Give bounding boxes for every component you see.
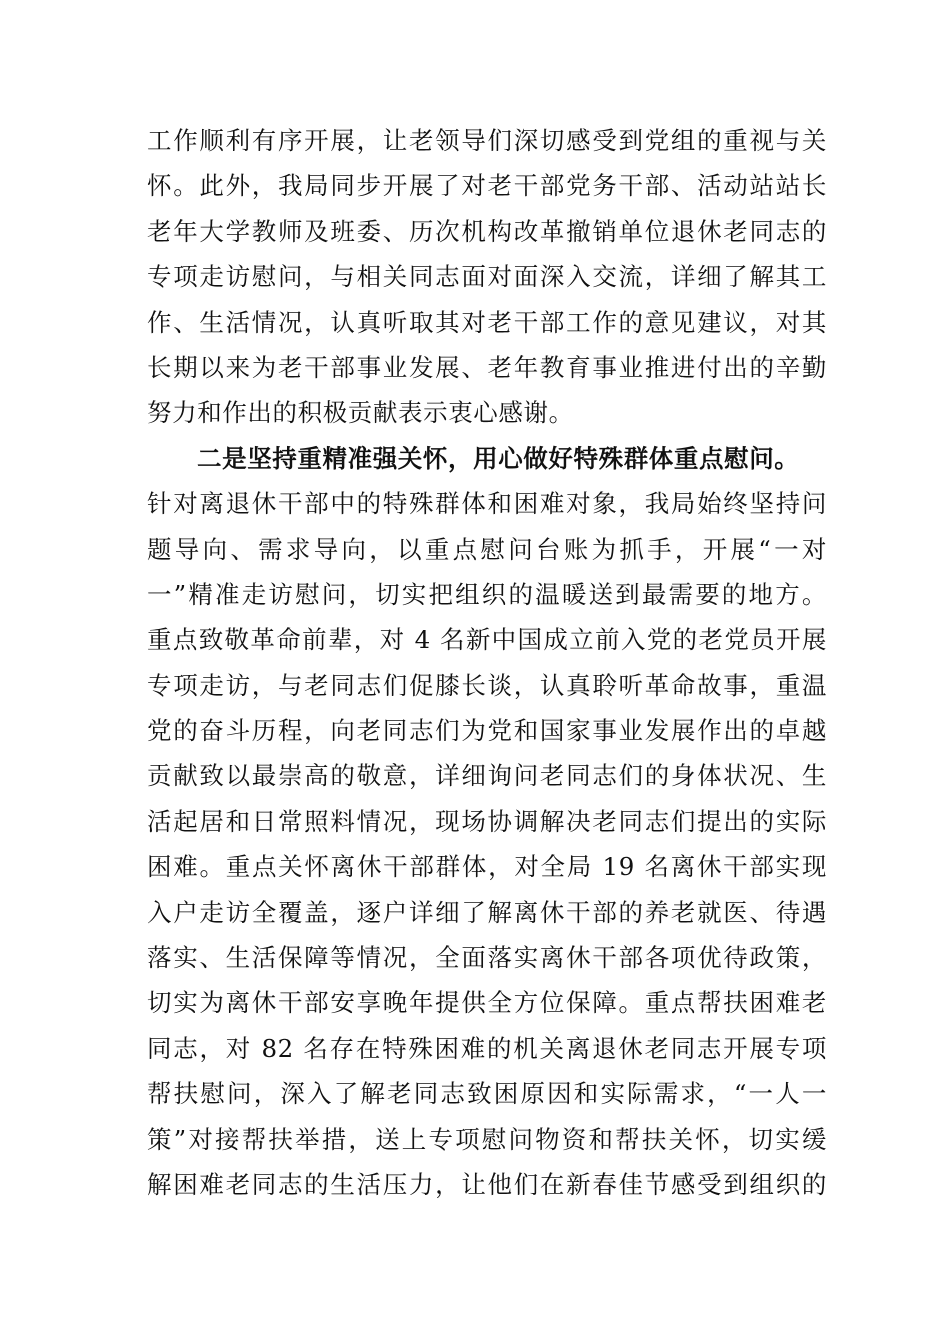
text-line: 切实为离休干部安享晚年提供全方位保障。重点帮扶困难老: [147, 988, 827, 1018]
paragraph-2: [147, 436, 827, 1208]
text-line: 工作顺利有序开展，让老领导们深切感受到党组的重视与关: [147, 126, 827, 155]
text-line: 专项走访慰问，与相关同志面对面深入交流，详细了解其工: [147, 262, 827, 292]
text-line: 作、生活情况，认真听取其对老干部工作的意见建议，对其: [147, 307, 827, 337]
text-line: 努力和作出的积极贡献表示衷心感谢。: [147, 398, 574, 428]
text-line: 针对离退休干部中的特殊群体和困难对象，我局始终坚持问: [147, 489, 827, 519]
text-line: 同志，对 82 名存在特殊困难的机关离退休老同志开展专项: [147, 1033, 827, 1063]
text-line: 长期以来为老干部事业发展、老年教育事业推进付出的辛勤: [147, 352, 827, 382]
text-line: 专项走访，与老同志们促膝长谈，认真聆听革命故事，重温: [147, 670, 827, 700]
section-heading: 二是坚持重精准强关怀，用心做好特殊群体重点慰问。: [197, 443, 800, 473]
text-line: 策”对接帮扶举措，送上专项慰问物资和帮扶关怀，切实缓: [147, 1124, 827, 1154]
text-line: 题导向、需求导向，以重点慰问台账为抓手，开展“一对: [147, 534, 827, 564]
text-line: 一”精准走访慰问，切实把组织的温暖送到最需要的地方。: [147, 579, 827, 609]
text-line: 解困难老同志的生活压力，让他们在新春佳节感受到组织的: [147, 1169, 827, 1199]
text-line: 老年大学教师及班委、历次机构改革撤销单位退休老同志的: [147, 216, 827, 246]
text-line: 帮扶慰问，深入了解老同志致困原因和实际需求，“一人一: [147, 1079, 827, 1109]
text-line: 落实、生活保障等情况，全面落实离休干部各项优待政策，: [147, 943, 827, 973]
text-line: 重点致敬革命前辈，对 4 名新中国成立前入党的老党员开展: [147, 625, 827, 655]
text-line: 入户走访全覆盖，逐户详细了解离休干部的养老就医、待遇: [147, 897, 827, 927]
paragraph-1: [147, 118, 827, 436]
text-line: 困难。重点关怀离休干部群体，对全局 19 名离休干部实现: [147, 852, 827, 882]
text-line: 贡献致以最崇高的敬意，详细询问老同志们的身体状况、生: [147, 761, 827, 791]
text-line: 活起居和日常照料情况，现场协调解决老同志们提出的实际: [147, 806, 827, 836]
document-body: [147, 118, 827, 1207]
text-line: 怀。此外，我局同步开展了对老干部党务干部、活动站站长: [147, 171, 827, 201]
text-line: 党的奋斗历程，向老同志们为党和国家事业发展作出的卓越: [147, 716, 827, 746]
